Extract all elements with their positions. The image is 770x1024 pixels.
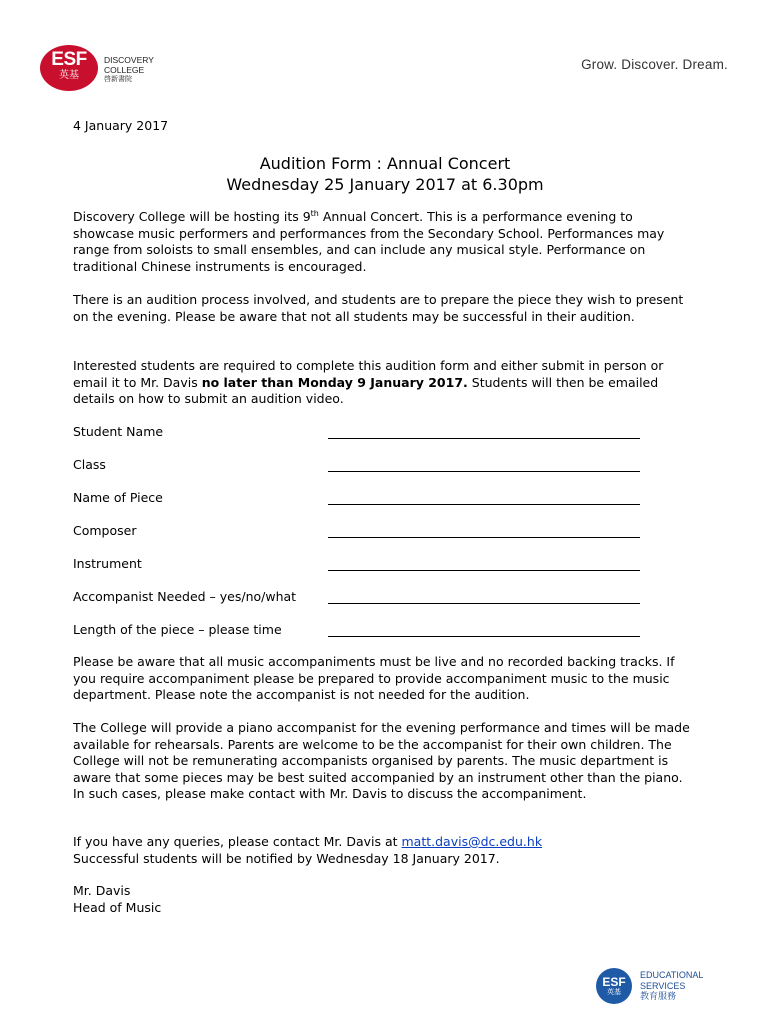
- intro-paragraph: Discovery College will be hosting its 9th Annual Concert. This is a performance evening to showcase music performers and performances from the Secondary School. Performances may range from soloists to small ensembles, and can include any musical style. Performance on traditional Chinese instruments is encouraged.: [73, 208, 665, 274]
- notification-date: Successful students will be notified by Wednesday 18 January 2017.: [73, 850, 500, 866]
- logo-mark: ESF: [51, 49, 87, 70]
- contact-email-link[interactable]: matt.davis@dc.edu.hk: [401, 834, 543, 849]
- esf-footer-logo: [596, 968, 632, 1004]
- form-title: Audition Form : Annual Concert: [259, 154, 511, 173]
- name-of-piece-line[interactable]: [328, 504, 640, 505]
- footer-line1: EDUCATIONAL: [640, 970, 704, 980]
- contact-paragraph: If you have any queries, please contact Mr. Davis at matt.davis@dc.edu.hk Successful students will be notified by Wednesday 18 January 2017.: [73, 834, 543, 866]
- submission-paragraph: Interested students are required to complete this audition form and either submit in person or email it to Mr. Davis no later than Monday 9 January 2017. Students will then be emailed details on how to submit an audition video.: [73, 358, 664, 406]
- composer-line[interactable]: [328, 537, 640, 538]
- field-label-accompanist-needed: Accompanist Needed – yes/no/what: [73, 589, 297, 604]
- field-label-name-of-piece: Name of Piece: [73, 490, 163, 505]
- school-name-line1: DISCOVERY: [104, 55, 154, 65]
- footer-org-name: [640, 970, 703, 1002]
- signatory-role: Head of Music: [73, 899, 162, 915]
- tagline: Grow. Discover. Dream.: [581, 57, 728, 72]
- field-label-instrument: Instrument: [73, 556, 142, 571]
- school-name: [104, 55, 154, 85]
- field-label-class: Class: [73, 457, 106, 472]
- school-name-cn: 啓新書院: [104, 76, 132, 83]
- class-line[interactable]: [328, 471, 640, 472]
- piano-accompanist-paragraph: The College will provide a piano accompanist for the evening performance and times will be made available for rehearsals. Parents are welcome to be the accompanist for their own children. The College will not be remunerating accompanists organised by parents. The music department is aware that some pieces may be best suited accompanied by an instrument other than the piano. In such cases, please make contact with Mr. Davis to discuss the accompaniment.: [73, 720, 690, 801]
- event-date-title: Wednesday 25 January 2017 at 6.30pm: [226, 175, 544, 194]
- length-of-piece-line[interactable]: [328, 636, 640, 637]
- footer-line3: 教育服務: [640, 991, 677, 1001]
- signatory-name: Mr. Davis: [73, 883, 131, 898]
- footer-logo-mark: ESF: [602, 975, 626, 989]
- deadline-text: no later than Monday 9 January 2017.: [201, 374, 468, 390]
- accompaniment-notice: Please be aware that all music accompaniments must be live and no recorded backing tracks. If you require accompaniment please be prepared to provide accompaniment music to the music department. Please note the accompanist is not needed for the audition.: [73, 654, 675, 702]
- signature-block: [73, 883, 693, 916]
- school-name-line2: COLLEGE: [104, 65, 145, 75]
- accompanist-needed-line[interactable]: [328, 603, 640, 604]
- audition-process-paragraph: There is an audition process involved, and students are to prepare the piece they wish to present on the evening. Please be aware that not all students may be successful in their audition.: [73, 292, 684, 324]
- footer-logo-mark-cn: 英基: [607, 988, 621, 996]
- letter-date: 4 January 2017: [73, 118, 169, 133]
- field-label-student-name: Student Name: [73, 424, 164, 439]
- field-label-composer: Composer: [73, 523, 137, 538]
- esf-logo: [40, 45, 98, 91]
- student-name-line[interactable]: [328, 438, 640, 439]
- field-label-length-of-piece: Length of the piece – please time: [73, 622, 282, 637]
- logo-mark-cn: 英基: [59, 70, 79, 81]
- instrument-line[interactable]: [328, 570, 640, 571]
- footer-line2: SERVICES: [640, 980, 686, 991]
